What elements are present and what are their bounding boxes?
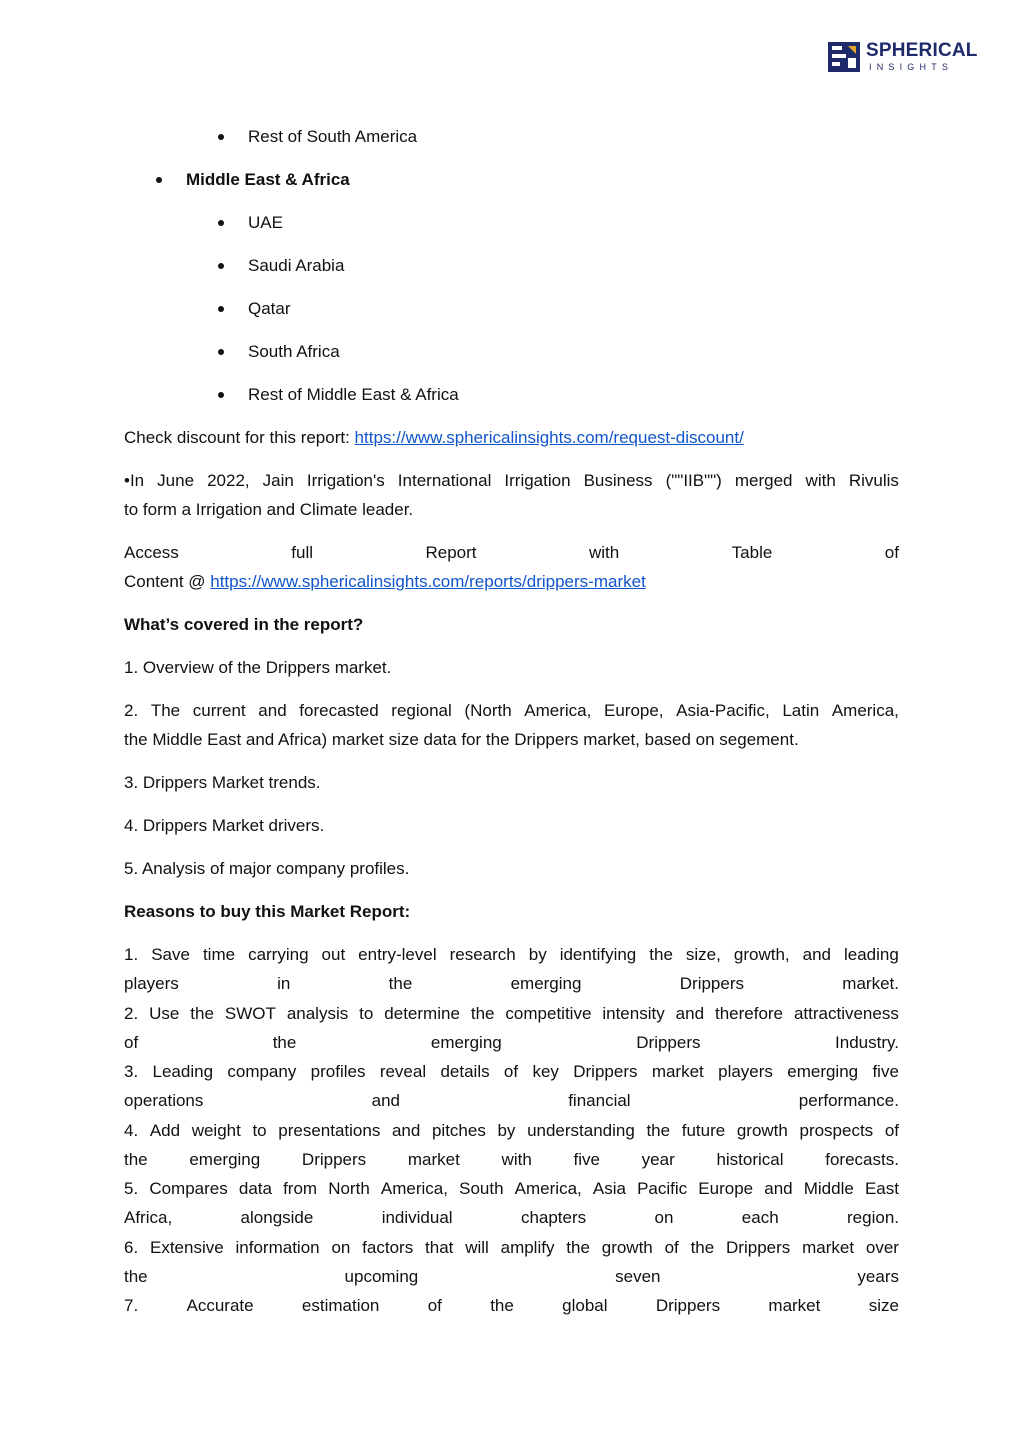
word: 4.	[124, 1120, 139, 1140]
word: will	[465, 1237, 489, 1257]
list-item: Qatar	[248, 299, 291, 318]
word: intensity	[602, 1003, 665, 1023]
word: East	[864, 1179, 899, 1198]
covered-item-3: 3. Drippers Market trends.	[124, 773, 321, 792]
reasons-line	[124, 1203, 899, 1232]
word: on	[654, 1208, 674, 1228]
access-line-1	[124, 538, 899, 567]
discount-label: Check discount for this report:	[124, 428, 355, 447]
word: information	[235, 1237, 320, 1257]
word: current	[192, 701, 246, 720]
word: key	[532, 1062, 559, 1081]
word: years	[857, 1266, 899, 1286]
bullet-icon	[218, 306, 224, 312]
word: 1.	[124, 945, 139, 964]
reasons-line	[124, 1145, 899, 1174]
word: company	[227, 1062, 297, 1081]
word: of	[664, 1237, 679, 1257]
reasons-heading: Reasons to buy this Market Report:	[124, 902, 411, 921]
word: 2.	[124, 701, 139, 720]
list-item: UAE	[248, 213, 283, 232]
word: each	[741, 1208, 779, 1228]
word: Add	[149, 1120, 181, 1140]
word: Accurate	[186, 1296, 254, 1315]
word: the	[646, 1120, 671, 1140]
logo-title: SPHERICAL	[866, 40, 978, 61]
word: and	[391, 1120, 421, 1140]
word: region.	[847, 1208, 899, 1228]
word: emerging	[787, 1062, 859, 1081]
word: year	[641, 1149, 675, 1169]
reasons-line	[124, 1057, 899, 1086]
word: regional	[391, 701, 452, 720]
word: over	[865, 1237, 899, 1257]
word: alongside	[240, 1208, 314, 1228]
word: understanding	[527, 1120, 635, 1140]
covered-item-2-line-1	[124, 696, 899, 725]
word: Rivulis	[848, 471, 899, 490]
word: operations	[124, 1091, 204, 1111]
bullet-icon	[156, 177, 162, 183]
word: growth	[736, 1120, 788, 1140]
word: Compares	[149, 1179, 228, 1198]
word: Europe,	[603, 701, 664, 720]
news-line-2: to form a Irrigation and Climate leader.	[124, 500, 414, 519]
word: determine	[384, 1003, 460, 1023]
word: by	[497, 1120, 516, 1140]
report-link[interactable]: https://www.sphericalinsights.com/reports/drippers-market	[210, 572, 646, 591]
word: 5.	[124, 1179, 139, 1198]
list-item: South Africa	[248, 342, 340, 361]
word: individual	[381, 1208, 453, 1228]
word: merged	[734, 471, 793, 490]
word: Africa,	[124, 1208, 173, 1228]
bullet-icon	[218, 263, 224, 269]
word: players	[124, 974, 179, 994]
word: Drippers	[726, 1237, 791, 1257]
bullet-icon	[218, 349, 224, 355]
word: Asia	[592, 1179, 626, 1198]
word: America,	[831, 701, 899, 720]
word: Use	[149, 1003, 180, 1023]
word: with	[501, 1149, 532, 1169]
list-item: Saudi Arabia	[248, 256, 345, 275]
word: and	[258, 701, 287, 720]
word: on	[331, 1237, 351, 1257]
word: profiles	[310, 1062, 366, 1081]
word: five	[872, 1062, 899, 1081]
word: analysis	[286, 1003, 349, 1023]
reasons-line	[124, 1174, 899, 1203]
list-item-rest-south-america: Rest of South America	[248, 127, 418, 146]
word: Middle	[803, 1179, 854, 1198]
reasons-line	[124, 940, 899, 969]
reasons-line	[124, 1291, 899, 1320]
word: full	[291, 543, 313, 562]
word: presentations	[278, 1120, 381, 1140]
logo-subtitle: INSIGHTS	[869, 62, 954, 72]
word: Jain	[262, 471, 294, 490]
access-label: Content @	[124, 572, 211, 591]
word: upcoming	[344, 1266, 419, 1286]
word: Pacific	[637, 1179, 688, 1198]
list-item: Rest of Middle East & Africa	[248, 385, 459, 404]
bullet-icon	[218, 392, 224, 398]
word: (North	[464, 701, 512, 720]
word: growth	[601, 1237, 653, 1257]
word: the	[124, 1149, 148, 1169]
word: from	[283, 1179, 318, 1198]
word: Europe	[698, 1179, 754, 1198]
word: growth,	[733, 945, 790, 964]
word: research	[449, 945, 516, 964]
word: entry-level	[358, 945, 437, 964]
reasons-line	[124, 1028, 899, 1057]
word: and	[675, 1003, 705, 1023]
covered-item-4: 4. Drippers Market drivers.	[124, 816, 325, 835]
word: Drippers	[636, 1032, 701, 1052]
word: identifying	[559, 945, 637, 964]
word: 2.	[124, 1003, 139, 1023]
word: estimation	[301, 1296, 380, 1315]
reasons-line	[124, 1262, 899, 1291]
word: out	[321, 945, 346, 964]
word: Irrigation	[504, 471, 571, 490]
word: market.	[842, 974, 899, 994]
word: America,	[524, 701, 592, 720]
covered-item-1: 1. Overview of the Drippers market.	[124, 658, 392, 677]
word: International	[397, 471, 492, 490]
word: details	[440, 1062, 490, 1081]
word: 3.	[124, 1062, 139, 1081]
word: emerging	[510, 974, 582, 994]
bullet-icon	[218, 134, 224, 140]
word: America,	[380, 1179, 448, 1198]
word: Leading	[152, 1062, 214, 1081]
word: 6.	[124, 1237, 139, 1257]
word: America,	[514, 1179, 582, 1198]
word: and	[371, 1091, 400, 1111]
word: the	[190, 1003, 214, 1023]
word: the	[566, 1237, 590, 1257]
word: Drippers	[679, 974, 744, 994]
word: five	[573, 1149, 600, 1169]
word: time	[202, 945, 236, 964]
word: of	[124, 1032, 139, 1052]
word: future	[681, 1120, 726, 1140]
word: The	[150, 701, 181, 720]
word: Access	[124, 543, 179, 562]
word: of	[884, 543, 899, 562]
reasons-line	[124, 1233, 899, 1262]
word: size,	[685, 945, 721, 964]
word: emerging	[189, 1149, 261, 1169]
word: pitches	[431, 1120, 486, 1140]
word: South	[459, 1179, 504, 1198]
discount-line	[124, 423, 744, 452]
word: players	[718, 1062, 773, 1081]
word: chapters	[520, 1208, 587, 1228]
word: forecasted	[299, 701, 379, 720]
word: carrying	[248, 945, 309, 964]
reasons-line	[124, 969, 899, 998]
reasons-line	[124, 1086, 899, 1115]
word: and	[764, 1179, 793, 1198]
word: 2022,	[207, 471, 250, 490]
word: emerging	[430, 1032, 502, 1052]
reasons-line	[124, 1116, 899, 1145]
word: with	[588, 543, 620, 562]
word: Save	[151, 945, 190, 964]
word: Table	[731, 543, 773, 562]
word: (""IIB"")	[665, 471, 722, 490]
word: historical	[716, 1149, 784, 1169]
word: performance.	[798, 1091, 899, 1111]
access-line-2	[124, 567, 646, 596]
word: of	[503, 1062, 519, 1081]
covered-heading: What’s covered in the report?	[124, 615, 364, 634]
word: June	[157, 471, 195, 490]
region-heading: Middle East & Africa	[186, 170, 350, 189]
word: Drippers	[655, 1296, 721, 1315]
word: global	[562, 1296, 608, 1315]
covered-item-5: 5. Analysis of major company profiles.	[124, 859, 410, 878]
word: factors	[362, 1237, 414, 1257]
word: Report	[425, 543, 477, 562]
covered-item-2-line-2: the Middle East and Africa) market size data for the Drippers market, based on segement.	[124, 730, 799, 749]
logo-mark-icon	[828, 42, 860, 72]
word: with	[805, 471, 836, 490]
word: in	[277, 974, 291, 994]
word: Irrigation's	[306, 471, 385, 490]
word: attractiveness	[793, 1003, 899, 1023]
word: competitive	[505, 1003, 592, 1023]
word: market	[768, 1296, 821, 1315]
word: Industry.	[835, 1032, 899, 1052]
word: and	[802, 945, 831, 964]
word: market	[407, 1149, 460, 1169]
reasons-line	[124, 999, 899, 1028]
word: Drippers	[573, 1062, 638, 1081]
word: therefore	[714, 1003, 784, 1023]
word: amplify	[500, 1237, 555, 1257]
news-line-1	[124, 466, 899, 495]
word: size	[868, 1296, 899, 1315]
word: seven	[615, 1266, 661, 1286]
word: to	[359, 1003, 374, 1023]
word: Business	[583, 471, 653, 490]
bullet-icon	[218, 220, 224, 226]
word: the	[490, 1296, 514, 1315]
word: SWOT	[224, 1003, 276, 1023]
word: the	[690, 1237, 715, 1257]
word: reveal	[379, 1062, 427, 1081]
word: •In	[124, 471, 145, 490]
word: North	[328, 1179, 370, 1198]
word: weight	[191, 1120, 241, 1140]
word: forecasts.	[825, 1149, 899, 1169]
word: Asia-Pacific,	[676, 701, 770, 720]
word: market	[802, 1237, 855, 1257]
word: leading	[844, 945, 899, 964]
word: the	[649, 945, 673, 964]
word: the	[388, 974, 413, 994]
word: data	[238, 1179, 272, 1198]
spherical-insights-logo	[828, 40, 978, 76]
word: market	[651, 1062, 704, 1081]
word: 7.	[124, 1296, 139, 1315]
word: by	[528, 945, 547, 964]
word: of	[884, 1120, 899, 1140]
word: prospects	[799, 1120, 874, 1140]
word: to	[252, 1120, 267, 1140]
discount-link[interactable]: https://www.sphericalinsights.com/request-discount/	[354, 428, 744, 447]
word: that	[425, 1237, 454, 1257]
word: the	[124, 1266, 148, 1286]
word: Extensive	[150, 1237, 224, 1257]
word: financial	[568, 1091, 631, 1111]
word: Latin	[782, 701, 820, 720]
word: the	[272, 1032, 297, 1052]
word: Drippers	[301, 1149, 367, 1169]
word: of	[427, 1296, 442, 1315]
word: the	[470, 1003, 495, 1023]
